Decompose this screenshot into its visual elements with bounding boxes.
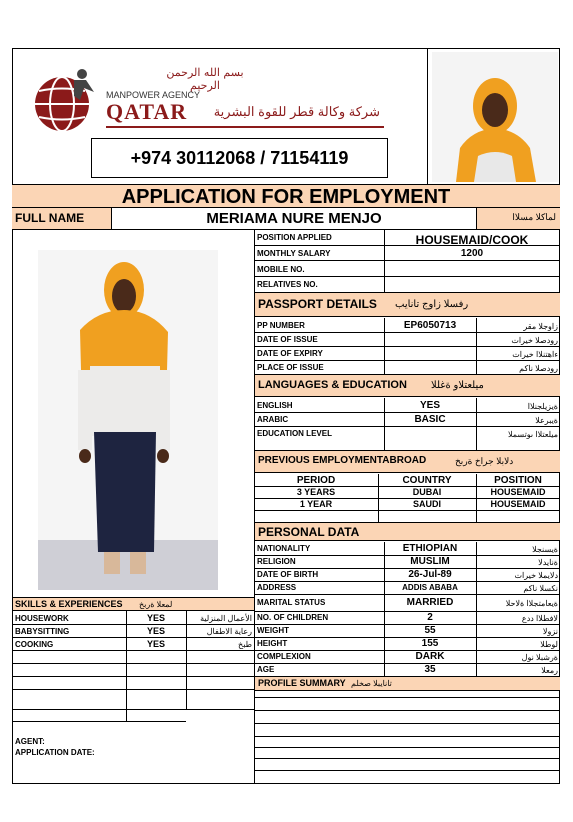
col-line [476,542,477,676]
arabic-label: ARABIC [257,415,289,424]
row-line [254,697,560,698]
row-line [12,676,254,677]
employment-title: PREVIOUS EMPLOYMENTABROAD [258,455,427,466]
profile-header [255,677,560,691]
row-line [254,260,560,261]
position-label: POSITION APPLIED [257,233,332,242]
nationality-ar: ةيسنجلا [532,545,558,554]
relatives-label: RELATIVES NO. [257,280,318,289]
english-ar: ةيزيلجنلاا [527,402,558,411]
agency-underline [106,126,384,128]
full-name-row [12,208,560,230]
salary-label: MONTHLY SALARY [257,249,331,258]
mobile-label: MOBILE NO. [257,265,305,274]
address-ar: نكسلا ناكم [523,584,558,593]
dob-value: 26-Jul-89 [408,569,452,580]
emp-row1-period: 3 YEARS [296,487,336,497]
full-name-label-cell [12,208,112,229]
salary-value: 1200 [460,248,484,259]
title-bar [12,184,560,208]
row-line [254,346,560,347]
emp-header-position: POSITION [494,475,542,486]
housework-label: HOUSEWORK [15,614,69,623]
skills-header [13,597,254,611]
row-line [254,412,560,413]
row-line [12,637,254,638]
row-line [12,650,254,651]
row-line [254,736,560,737]
weight-ar: نزولا [542,627,558,636]
housework-value: YES [146,613,165,623]
row-line [254,594,560,595]
position-value: HOUSEMAID/COOK [415,233,529,247]
skills-title: SKILLS & EXPERIENCES [15,599,123,609]
row-line [254,723,560,724]
passport-title: PASSPORT DETAILS [258,297,377,311]
row-line [254,510,560,511]
emp-header-country: COUNTRY [402,475,452,486]
emp-row2-country: SAUDI [412,499,441,509]
religion-ar: ةنايدلا [538,558,558,567]
agent-label: AGENT: [15,737,45,746]
children-label: NO. OF CHILDREN [257,613,329,622]
row-line [12,721,186,722]
row-line [254,747,560,748]
profile-title-ar: تانايبلا صخلم [351,679,392,688]
row-line [254,426,560,427]
col-line [186,611,187,709]
skills-title-ar: لمعلا ةربخ [139,600,173,609]
emp-row2-position: HOUSEMAID [490,499,546,509]
education-label: EDUCATION LEVEL [257,429,332,438]
full-name-label: FULL NAME [15,211,85,225]
full-name-arabic: لماكلا مسلاا [512,212,556,222]
employment-title-ar: دلابلا جراخ ةربخ [455,456,514,466]
age-label: AGE [257,665,275,674]
education-ar: ميلعتلاا ىوتسملا [508,430,558,439]
languages-title-ar: ميلعتلاو ةغللا [431,380,484,391]
dob-label: DATE OF BIRTH [257,570,319,579]
emp-row1-position: HOUSEMAID [490,487,546,497]
row-line [254,332,560,333]
marital-label: MARITAL STATUS [257,598,326,607]
pp-number-ar: زاوجلا مقر [523,322,558,331]
row-line [254,758,560,759]
row-line [12,689,254,690]
calligraphy: بسم الله الرحمن الرحيم [166,66,244,92]
religion-label: RELIGION [257,557,296,566]
languages-header [255,375,560,397]
children-value: 2 [427,612,433,623]
cooking-label: COOKING [15,640,54,649]
row-line [254,770,560,771]
age-ar: رمعلا [541,666,558,675]
children-ar: لافطلاا ددع [521,614,558,623]
row-line [12,663,254,664]
row-line [254,360,560,361]
photo-divider [427,48,428,184]
arabic-value: BASIC [414,414,446,425]
col-line [476,398,477,450]
age-value: 35 [424,664,436,675]
agency-name-small: MANPOWER AGENCY [106,90,201,100]
height-ar: لوطلا [540,640,558,649]
address-value: ADDIS ABABA [402,583,458,592]
marital-ar: ةيعامتجلاا ةلاحلا [505,599,558,608]
personal-title: PERSONAL DATA [258,525,360,539]
full-name-value: MERIAMA NURE MENJO [206,210,382,227]
complexion-ar: ةرشبلا نول [521,653,558,662]
place-of-issue-ar: رودصلا ناكم [519,364,558,373]
application-date-label: APPLICATION DATE: [15,748,95,757]
babysitting-ar: رعاية الاطفال [206,627,252,636]
agency-name-big: QATAR [106,99,188,124]
arabic-ar: ةيبرعلا [535,416,558,425]
height-label: HEIGHT [257,639,288,648]
place-of-issue-label: PLACE OF ISSUE [257,363,324,372]
pp-number-label: PP NUMBER [257,321,305,330]
cooking-ar: طبخ [238,640,252,649]
passport-header [255,293,560,317]
religion-value: MUSLIM [410,556,450,567]
nationality-value: ETHIOPIAN [402,543,458,554]
pp-number-value: EP6050713 [403,320,457,331]
agency-logo [28,66,100,134]
date-of-issue-label: DATE OF ISSUE [257,335,318,344]
nationality-label: NATIONALITY [257,544,311,553]
emp-header-period: PERIOD [296,475,336,486]
english-value: YES [419,400,440,411]
phone-box [91,138,388,178]
full-name-arabic-cell [476,208,560,229]
agency-name-arabic: شركة وكالة قطر للقوة البشرية [213,104,380,119]
row-line [254,276,560,277]
passport-title-ar: رفسلا زاوج تانايب [395,299,469,310]
height-value: 155 [421,638,439,649]
date-of-issue-ar: رودصلا خيرات [511,336,558,345]
address-label: ADDRESS [257,583,297,592]
babysitting-value: YES [146,626,165,636]
housework-ar: الأعمال المنزلية [200,614,252,623]
weight-value: 55 [424,625,436,636]
cooking-value: YES [146,639,165,649]
complexion-label: COMPLEXION [257,652,311,661]
row-line [254,710,560,711]
date-of-expiry-label: DATE OF EXPIRY [257,349,323,358]
languages-title: LANGUAGES & EDUCATION [258,379,407,391]
personal-header [255,523,560,541]
full-body-photo [38,250,218,590]
complexion-value: DARK [415,651,445,662]
english-label: ENGLISH [257,401,293,410]
marital-value: MARRIED [406,597,454,608]
employment-header [255,451,560,473]
dob-ar: دلايملا خيرات [514,571,558,580]
row-line [254,581,560,582]
row-line [12,709,254,710]
weight-label: WEIGHT [257,626,289,635]
small-photo [432,52,558,182]
babysitting-label: BABYSITTING [15,627,70,636]
row-line [12,624,254,625]
emp-row1-country: DUBAI [412,487,442,497]
phone-number: +974 30112068 / 71154119 [130,148,349,168]
date-of-expiry-ar: ءاهتنلاا خيرات [512,350,558,359]
form-title: APPLICATION FOR EMPLOYMENT [121,186,451,208]
profile-title: PROFILE SUMMARY [258,678,346,688]
emp-row2-period: 1 YEAR [299,499,333,509]
